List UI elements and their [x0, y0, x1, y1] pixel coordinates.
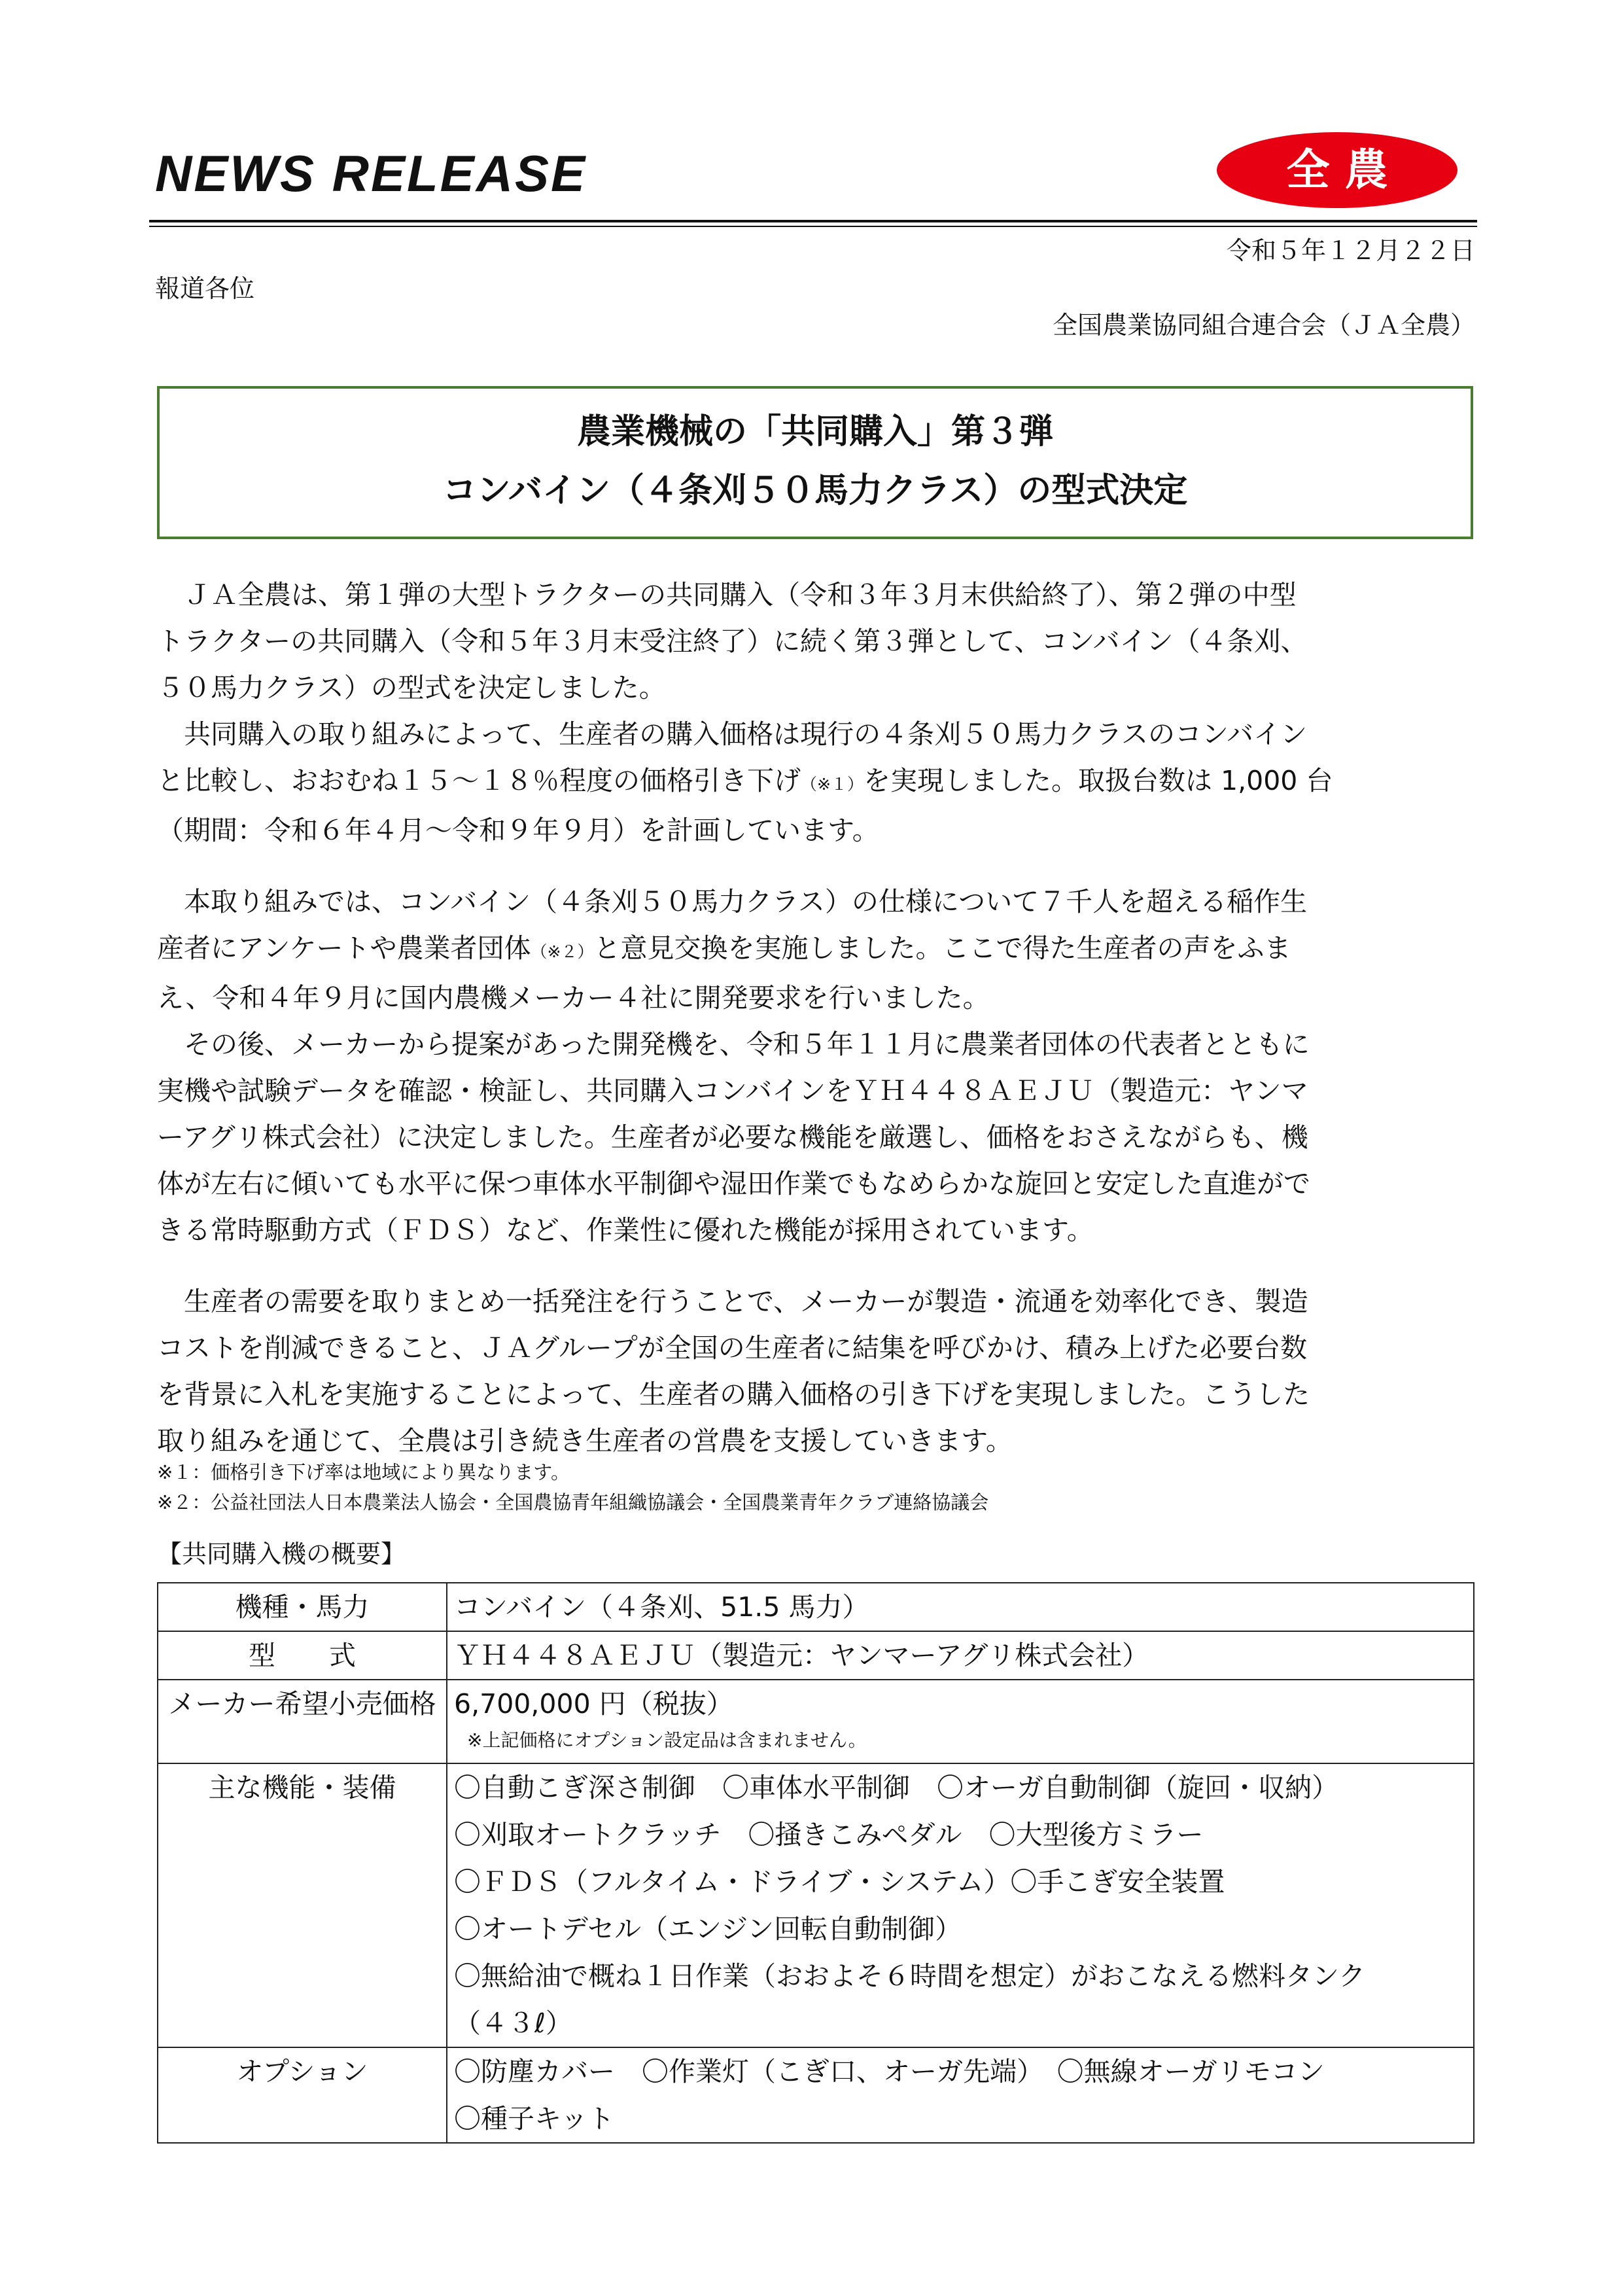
row-value: [447, 1583, 1474, 1631]
paragraph-3-line: [157, 925, 1478, 975]
paragraph-3-line: え、令和４年９月に国内農機メーカー４社に開発要求を行いました。: [157, 982, 990, 1014]
paragraph-2-line: （期間：令和６年４月～令和９年９月）を計画しています。: [157, 815, 879, 846]
paragraph-5-line: 取り組みを通じて、全農は引き続き生産者の営農を支援していきます。: [157, 1425, 1013, 1457]
recipient: 報道各位: [155, 274, 255, 303]
paragraph-2-text: を実現しました。取扱台数は 1,000 台: [863, 765, 1333, 796]
feature-line: 〇ＦＤＳ（フルタイム・ドライブ・システム）〇手こぎ安全装置: [454, 1866, 1225, 1898]
headline-line-1: 農業機械の「共同購入」第３弾: [576, 412, 1053, 451]
paragraph-5-line: 生産者の需要を取りまとめ一括発注を行うことで、メーカーが製造・流通を効率化でき、製造: [157, 1286, 1308, 1317]
row-label-text: 主な機能・装備: [208, 1772, 396, 1803]
paragraph-1-line: ５０馬力クラス）の型式を決定しました。: [157, 672, 666, 703]
release-date: 令和５年１２月２２日: [1226, 236, 1475, 265]
row-label-text: メーカー希望小売価格: [168, 1688, 436, 1720]
row-label: [158, 2047, 447, 2143]
table-row: [158, 2047, 1474, 2143]
feature-line: 〇刈取オートクラッチ 〇掻きこみペダル 〇大型後方ミラー: [454, 1819, 1204, 1850]
price-note: ※上記価格にオプション設定品は含まれません。: [467, 1729, 867, 1751]
row-label: [158, 1631, 447, 1680]
paragraph-4-line: ーアグリ株式会社）に決定しました。生産者が必要な機能を厳選し、価格をおさえながらも、機: [157, 1122, 1308, 1153]
zennoh-logo: [1215, 131, 1459, 209]
row-label: [158, 1680, 447, 1763]
row-label-text: オプション: [236, 2056, 368, 2087]
headline-box: [157, 386, 1473, 539]
row-value: [447, 1631, 1474, 1680]
footnote-2: ※２：公益社団法人日本農業法人協会・全国農協青年組織協議会・全国農業青年クラブ連絡協議会: [157, 1491, 989, 1513]
table-row: [158, 1583, 1474, 1631]
row-value: [447, 1680, 1474, 1763]
feature-line: （４３ℓ）: [454, 2007, 572, 2039]
row-value: [447, 2047, 1474, 2143]
logo-text: 全 農: [1286, 145, 1388, 195]
row-value-text: 6,700,000 円（税抜）: [454, 1688, 733, 1720]
paragraph-4-line: 体が左右に傾いても水平に保つ車体水平制御や湿田作業でもなめらかな旋回と安定した直進がで: [157, 1168, 1310, 1199]
paragraph-2-line: [157, 758, 1478, 807]
row-label: [158, 1763, 447, 2047]
feature-line: 〇オートデセル（エンジン回転自動制御）: [454, 1913, 962, 1945]
paragraph-1-line: ＪＡ全農は、第１弾の大型トラクターの共同購入（令和３年３月末供給終了）、第２弾の中型: [157, 579, 1297, 610]
footnote-1: ※１：価格引き下げ率は地域により異なります。: [157, 1461, 570, 1483]
spec-table: [157, 1582, 1475, 2144]
paragraph-5-line: コストを削減できること、ＪＡグループが全国の生産者に結集を呼びかけ、積み上げた必要台数: [157, 1332, 1308, 1364]
organization-name: 全国農業協同組合連合会（ＪＡ全農）: [1052, 311, 1475, 340]
paragraph-4-line: 実機や試験データを確認・検証し、共同購入コンバインをＹＨ４４８ＡＥＪＵ（製造元：ヤンマ: [157, 1075, 1308, 1106]
paragraph-2-line: 共同購入の取り組みによって、生産者の購入価格は現行の４条刈５０馬力クラスのコンバイン: [157, 718, 1308, 750]
header-rule: [149, 220, 1477, 222]
row-label-text: 機種・馬力: [235, 1591, 370, 1623]
paragraph-1-line: トラクターの共同購入（令和５年３月末受注終了）に続く第３弾として、コンバイン（４条刈、: [157, 626, 1308, 657]
row-value: [447, 1763, 1474, 2047]
paragraph-3-text: と意見交換を実施しました。ここで得た生産者の声をふま: [593, 932, 1291, 964]
row-label: [158, 1583, 447, 1631]
footnote-ref-1: （※１）: [801, 775, 864, 794]
headline-line-2: コンバイン（４条刈５０馬力クラス）の型式決定: [442, 471, 1188, 510]
body-text: [157, 572, 1478, 1464]
header-rule-thin: [149, 226, 1477, 227]
paragraph-5-line: を背景に入札を実施することによって、生産者の購入価格の引き下げを実現しました。こうした: [157, 1379, 1310, 1410]
paragraph-2-text: と比較し、おおむね１５～１８％程度の価格引き下げ: [157, 765, 801, 796]
feature-line: 〇自動こぎ深さ制御 〇車体水平制御 〇オーガ自動制御（旋回・収納）: [454, 1772, 1339, 1803]
row-value-text: ＹＨ４４８ＡＥＪＵ（製造元：ヤンマーアグリ株式会社）: [454, 1640, 1149, 1671]
paragraph-3-line: 本取り組みでは、コンバイン（４条刈５０馬力クラス）の仕様について７千人を超える稲作生: [157, 886, 1308, 917]
paragraph-4-line: きる常時駆動方式（ＦＤＳ）など、作業性に優れた機能が採用されています。: [157, 1214, 1094, 1246]
table-row: [158, 1680, 1474, 1763]
option-line: 〇種子キット: [454, 2103, 615, 2134]
paragraph-3-text: 産者にアンケートや農業者団体: [157, 932, 531, 964]
footnote-ref-2: （※２）: [531, 942, 594, 961]
table-row: [158, 1631, 1474, 1680]
row-label-text: 型 式: [249, 1640, 356, 1671]
option-line: 〇防塵カバー 〇作業灯（こぎ口、オーガ先端） 〇無線オーガリモコン: [454, 2056, 1325, 2087]
news-release-heading: NEWS RELEASE: [155, 145, 587, 202]
feature-line: 〇無給油で概ね１日作業（おおよそ６時間を想定）がおこなえる燃料タンク: [454, 1960, 1366, 1992]
spec-table-caption: 【共同購入機の概要】: [157, 1540, 406, 1568]
row-value-text: コンバイン（４条刈、51.5 馬力）: [454, 1591, 869, 1623]
paragraph-4-line: その後、メーカーから提案があった開発機を、令和５年１１月に農業者団体の代表者とともに: [157, 1029, 1310, 1060]
table-row: [158, 1763, 1474, 2047]
